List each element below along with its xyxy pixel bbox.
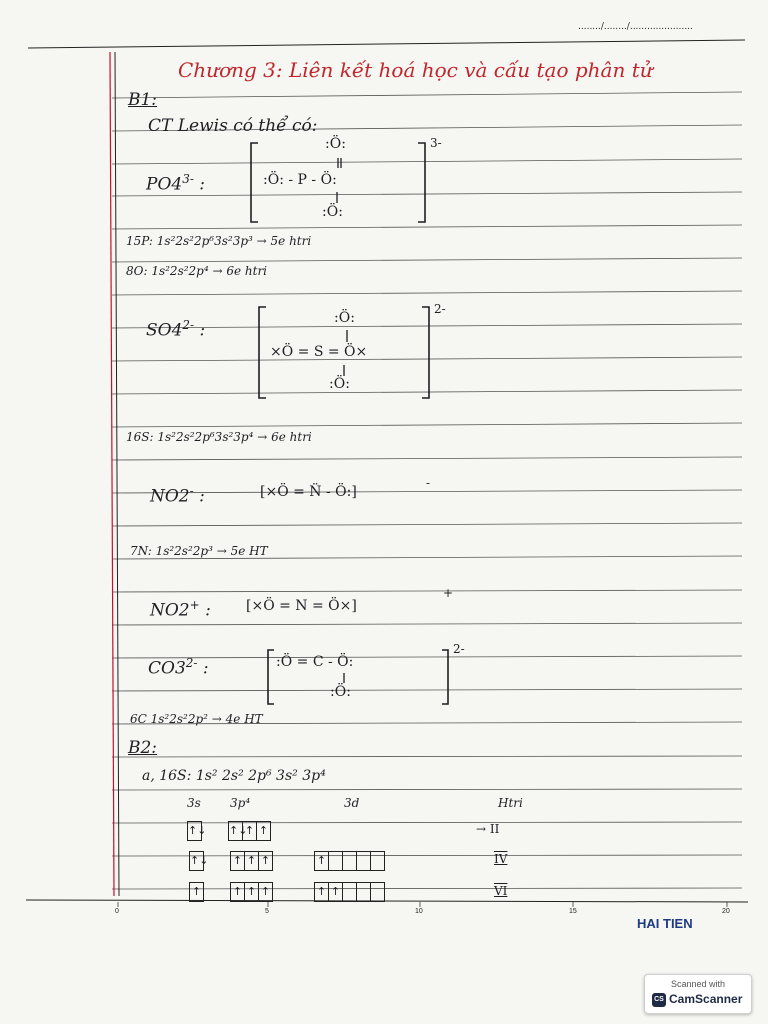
no2-minus-lewis: [×Ö = N̈ - Ö:]	[260, 484, 357, 500]
col-3p: 3p⁴	[230, 796, 251, 810]
ruler-tick-20: 20	[722, 908, 730, 915]
n-config: 7N: 1s²2s²2p³ → 5e HT	[130, 544, 268, 558]
po4-bracket-charge: 3-	[430, 136, 442, 150]
valence-row3: VI	[494, 884, 508, 898]
camscanner-icon: CS	[652, 993, 666, 1007]
scanned-with-label: Scanned with	[670, 979, 726, 989]
no2-plus-lewis: [×Ö = N = Ö×]	[246, 598, 357, 614]
section-b1-label: B1:	[128, 90, 158, 110]
po4-lewis-top: :Ö:	[325, 136, 346, 152]
ruler-tick-15: 15	[569, 908, 577, 915]
co3-lewis-bottom: :Ö:	[330, 684, 351, 700]
orbital-3s-row3: ↑	[189, 882, 204, 902]
ruler-tick-0: 0	[115, 908, 119, 915]
lewis-intro: CT Lewis có thể có:	[148, 116, 318, 136]
camscanner-label: CamScanner	[669, 992, 743, 1006]
col-3d: 3d	[344, 796, 360, 810]
valence-row2: IV	[494, 852, 508, 866]
ruler-tick-10: 10	[415, 908, 423, 915]
so4-lewis-top: :Ö:	[334, 310, 355, 326]
col-htri: Htri	[498, 796, 523, 810]
ruler-tick-5: 5	[265, 908, 269, 915]
orbital-3s-row1: ↑↓	[187, 821, 202, 841]
so4-lewis-bottom: :Ö:	[329, 376, 350, 392]
o-config: 8O: 1s²2s²2p⁴ → 6e htri	[126, 264, 268, 278]
co3-lewis-mid: :Ö = C - Ö:	[276, 654, 354, 670]
orbital-3s-row2: ↑↓	[189, 851, 204, 871]
orbital-3d-row2: ↑	[314, 851, 385, 871]
po4-ion: $PO4^{3-}$ :	[146, 172, 206, 195]
so4-lewis-mid: ×Ö = S = Ö×	[270, 344, 368, 360]
s-config: 16S: 1s²2s²2p⁶3s²3p⁴ → 6e htri	[126, 430, 312, 444]
brand-logo: HAI TIEN	[637, 916, 693, 931]
camscanner-badge	[644, 974, 752, 1014]
orbital-3d-row3: ↑ ↑	[314, 882, 385, 902]
po4-lewis-mid: :Ö: - P - Ö:	[263, 172, 337, 188]
so4-bracket-charge: 2-	[434, 302, 446, 316]
po4-lewis-bottom: :Ö:	[322, 204, 343, 220]
no2-minus-bracket-charge: -	[426, 476, 431, 490]
b2-part-a: a, 16S: 1s² 2s² 2p⁶ 3s² 3p⁴	[142, 768, 326, 784]
p-config: 15P: 1s²2s²2p⁶3s²3p³ → 5e htri	[126, 234, 312, 248]
co3-bracket-charge: 2-	[453, 642, 465, 656]
orbital-3p-row1: ↑↓ ↑ ↑	[228, 821, 271, 841]
orbital-3p-row3: ↑ ↑ ↑	[230, 882, 273, 902]
section-b2-label: B2:	[128, 738, 158, 758]
col-3s: 3s	[187, 796, 201, 810]
no2-plus-bracket-charge: +	[443, 586, 454, 600]
date-field: ......../......../......................	[578, 22, 693, 32]
no2-minus-ion: NO2- :	[150, 484, 205, 507]
co3-ion: $CO3^{2-}$ :	[148, 656, 209, 679]
valence-row1: → II	[476, 822, 500, 836]
c-config: 6C 1s²2s²2p² → 4e HT	[130, 712, 263, 726]
no2-plus-ion: NO2+ :	[150, 598, 211, 621]
page-title: Chương 3: Liên kết hoá học và cấu tạo phân tử	[178, 58, 653, 82]
so4-ion: $SO4^{2-}$ :	[146, 318, 206, 341]
orbital-3p-row2: ↑ ↑ ↑	[230, 851, 273, 871]
